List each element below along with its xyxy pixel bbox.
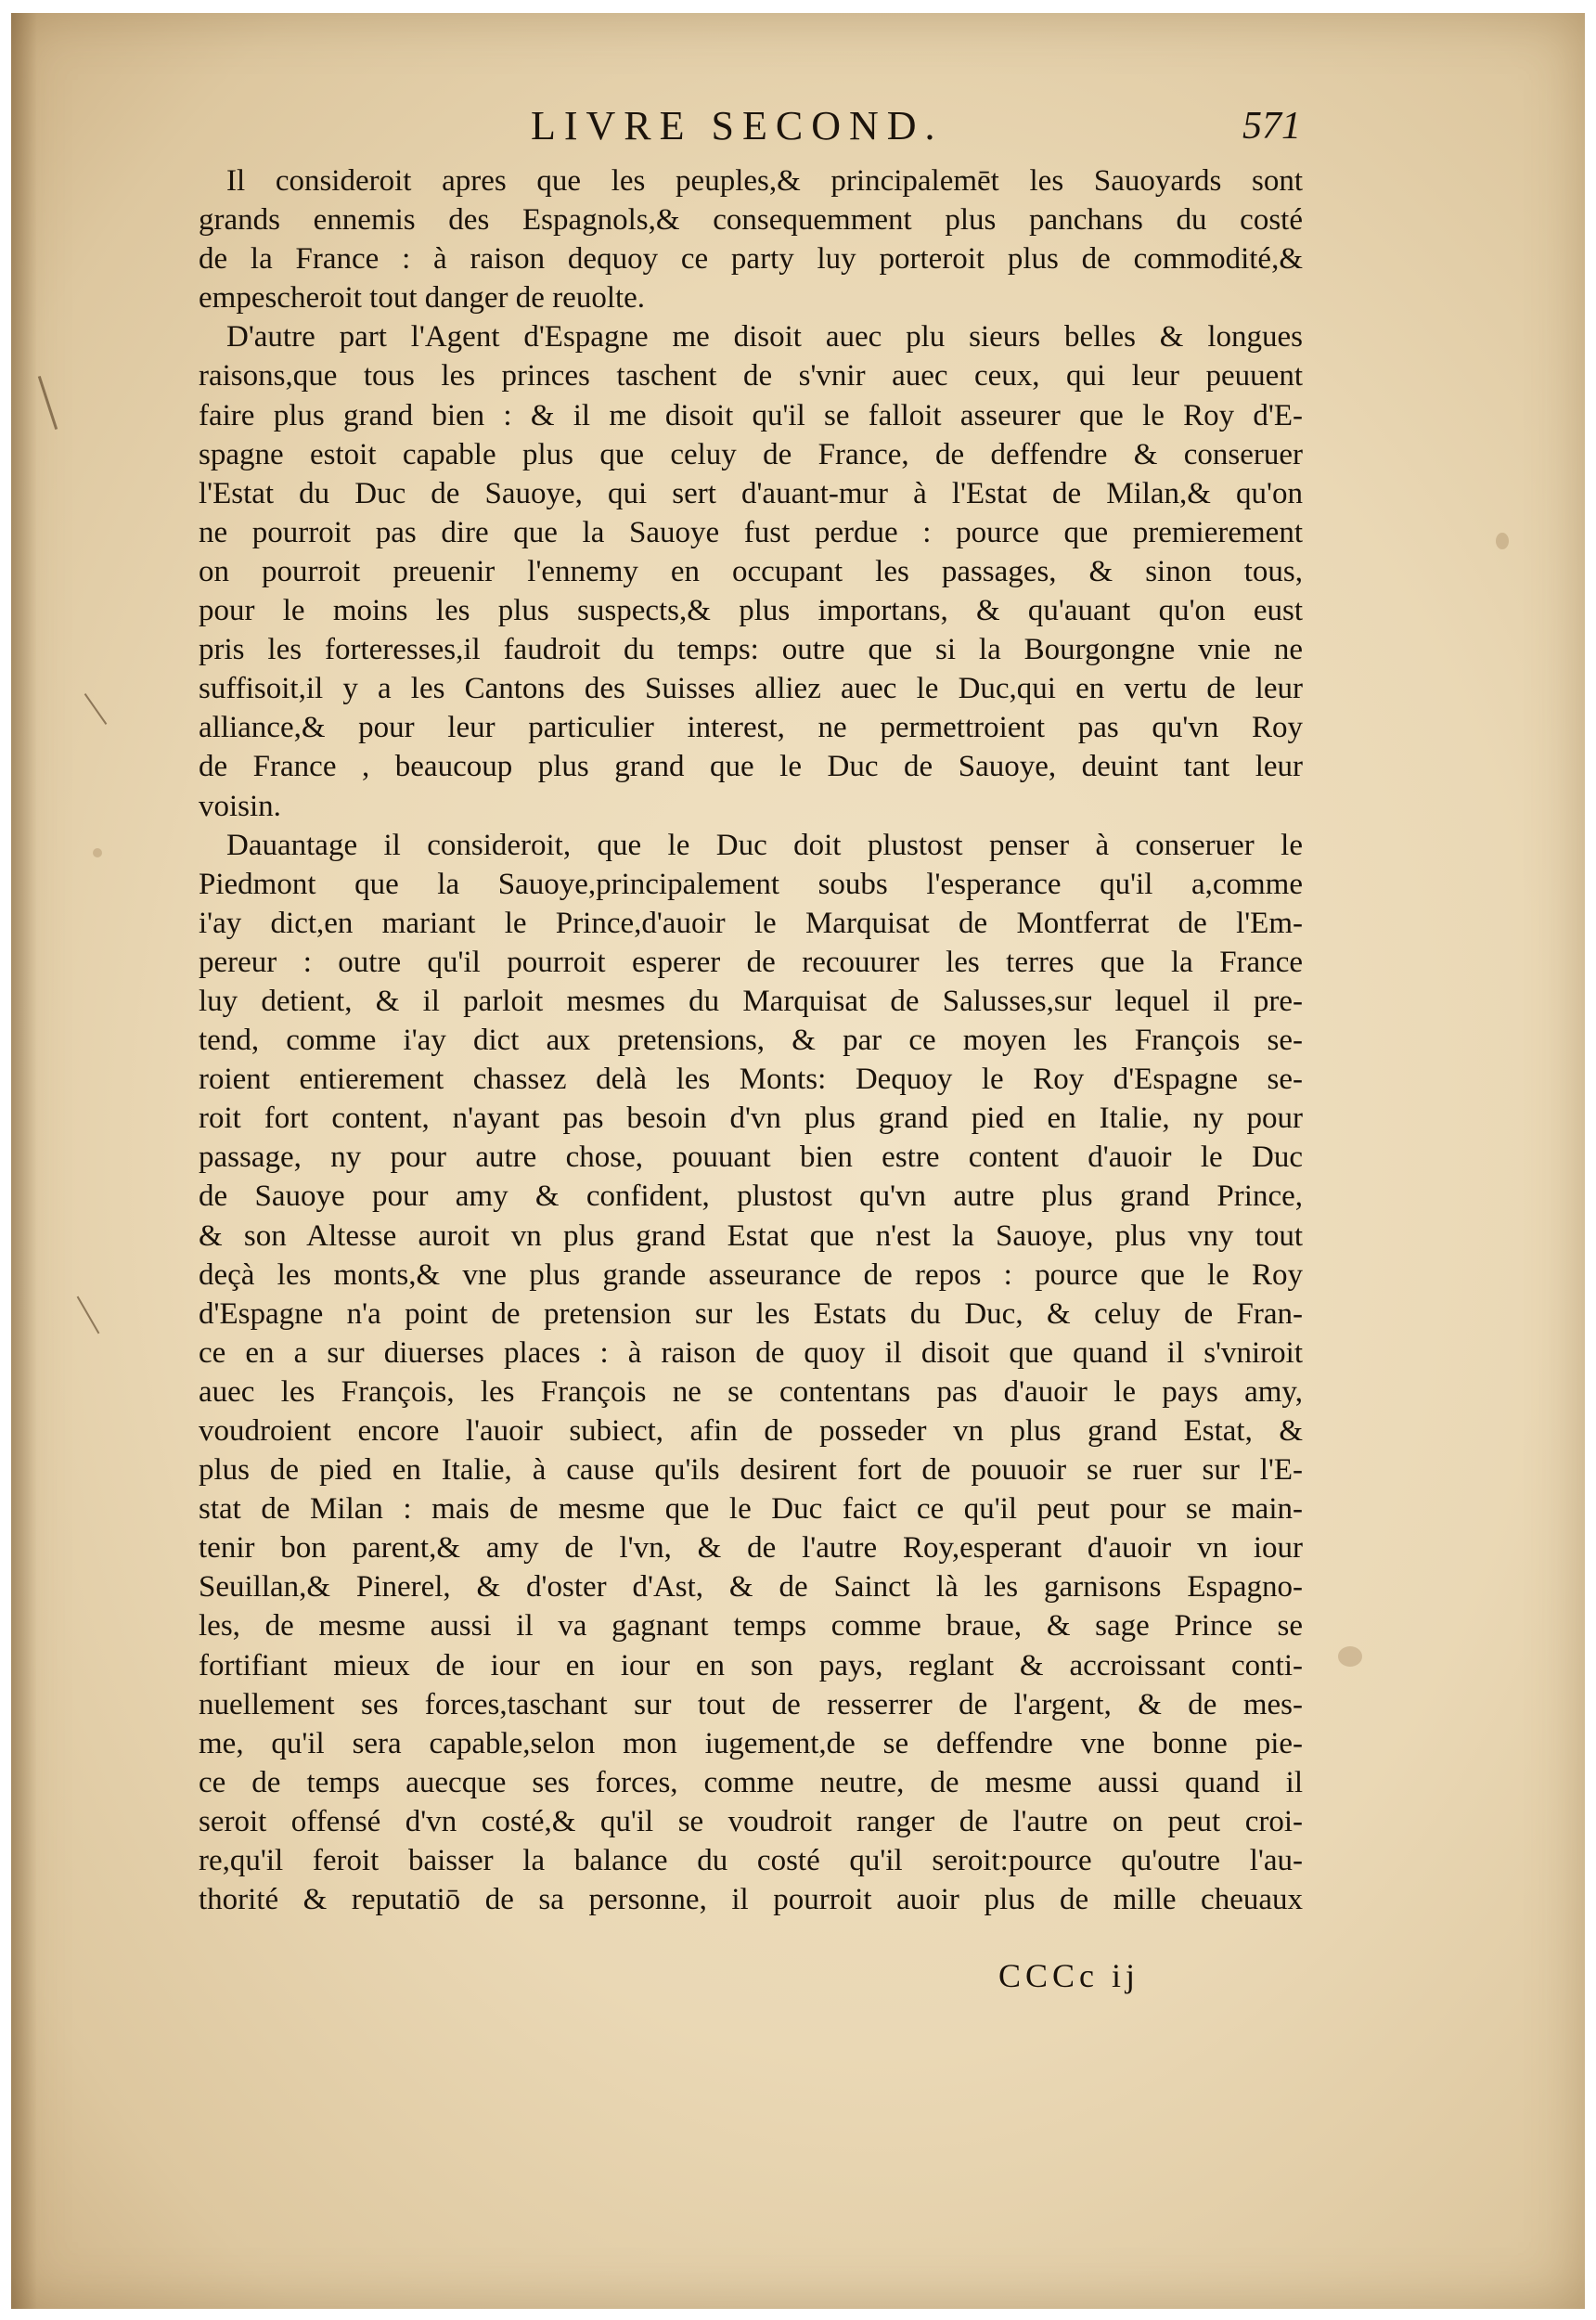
text-line: me, qu'il sera capable,selon mon iugement,de se deffendre vne bonne pie-	[199, 1726, 1303, 1760]
running-title: LIVRE SECOND.	[531, 103, 944, 148]
text-line: roit fort content, n'ayant pas besoin d'vn plus grand pied en Italie, ny pour	[199, 1102, 1303, 1136]
text-line: faire plus grand bien : & il me disoit qu'il se falloit asseurer que le Roy d'E-	[199, 398, 1303, 432]
text-line: auec les François, les François ne se contentans pas d'auoir le pays amy,	[199, 1374, 1303, 1409]
text-line: thorité & reputatiō de sa personne, il pourroit auoir plus de mille cheuaux	[199, 1883, 1303, 1917]
text-line: plus de pied en Italie, à cause qu'ils desirent fort de pouuoir se ruer sur l'E-	[199, 1453, 1303, 1488]
text-line: de la France : à raison dequoy ce party luy porteroit plus de commodité,&	[199, 242, 1303, 277]
text-line: i'ay dict,en mariant le Prince,d'auoir le Marquisat de Montferrat de l'Em-	[199, 906, 1303, 940]
book-page	[11, 13, 1585, 2309]
text-line: pereur : outre qu'il pourroit esperer de recouurer les terres que la France	[199, 945, 1303, 979]
text-line: stat de Milan : mais de mesme que le Duc faict ce qu'il peut pour se main-	[199, 1492, 1303, 1527]
text-line: & son Altesse auroit vn plus grand Estat que n'est la Sauoye, plus vny tout	[199, 1218, 1303, 1253]
text-line: raisons,que tous les princes taschent de s'vnir auec ceux, qui leur peuuent	[199, 359, 1303, 393]
text-line: deçà les monts,& vne plus grande asseurance de repos : pource que le Roy	[199, 1257, 1303, 1292]
text-line: pour le moins les plus suspects,& plus importans, & qu'auant qu'on eust	[199, 594, 1303, 628]
page-number: 571	[1242, 105, 1301, 148]
text-line: Piedmont que la Sauoye,principalement soubs l'esperance qu'il a,comme	[199, 867, 1303, 901]
text-line: les, de mesme aussi il va gagnant temps comme braue, & sage Prince se	[199, 1609, 1303, 1643]
margin-pen-mark	[38, 376, 58, 430]
text-line: ce en a sur diuerses places : à raison de quoy il disoit que quand il s'vniroit	[199, 1335, 1303, 1370]
text-line: Seuillan,& Pinerel, & d'oster d'Ast, & de Sainct là les garnisons Espagno-	[199, 1570, 1303, 1605]
text-line: alliance,& pour leur particulier interest, ne permettroient pas qu'vn Roy	[199, 711, 1303, 745]
text-line: tenir bon parent,& amy de l'vn, & de l'autre Roy,esperant d'auoir vn iour	[199, 1531, 1303, 1566]
text-line: luy detient, & il parloit mesmes du Marquisat de Salusses,sur lequel il pre-	[199, 984, 1303, 1018]
text-line: suffisoit,il y a les Cantons des Suisses alliez auec le Duc,qui en vertu de leur	[199, 672, 1303, 706]
text-line: voudroient encore l'auoir subiect, afin de posseder vn plus grand Estat, &	[199, 1414, 1303, 1448]
paper-stain	[93, 848, 102, 857]
body-text	[199, 161, 1303, 1919]
text-line: D'autre part l'Agent d'Espagne me disoit auec plu sieurs belles & longues	[226, 320, 1303, 354]
text-line: Dauantage il consideroit, que le Duc doit plustost penser à conseruer le	[226, 828, 1303, 862]
text-line: seroit offensé d'vn costé,& qu'il se voudroit ranger de l'autre on peut croi-	[199, 1804, 1303, 1838]
text-line: re,qu'il feroit baisser la balance du costé qu'il seroit:pource qu'outre l'au-	[199, 1844, 1303, 1878]
paper-stain	[1496, 533, 1509, 549]
text-line: Il consideroit apres que les peuples,& principalemēt les Sauoyards sont	[226, 164, 1303, 198]
text-line: roient entierement chassez delà les Monts: Dequoy le Roy d'Espagne se-	[199, 1063, 1303, 1097]
text-line: ce de temps auecque ses forces, comme neutre, de mesme aussi quand il	[199, 1765, 1303, 1799]
text-line: de Sauoye pour amy & confident, plustost qu'vn autre plus grand Prince,	[199, 1179, 1303, 1214]
text-line: grands ennemis des Espagnols,& consequemment plus panchans du costé	[199, 203, 1303, 238]
text-line: spagne estoit capable plus que celuy de France, de deffendre & conseruer	[199, 437, 1303, 471]
text-line: nuellement ses forces,taschant sur tout de resserrer de l'argent, & de mes-	[199, 1687, 1303, 1721]
text-line: l'Estat du Duc de Sauoye, qui sert d'auant-mur à l'Estat de Milan,& qu'on	[199, 476, 1303, 510]
signature-mark: CCCc ij	[998, 1957, 1140, 1994]
text-line: de France , beaucoup plus grand que le Duc de Sauoye, deuint tant leur	[199, 750, 1303, 784]
text-line: fortifiant mieux de iour en iour en son pays, reglant & accroissant conti-	[199, 1648, 1303, 1682]
text-line: empescheroit tout danger de reuolte.	[199, 281, 646, 316]
text-line: on pourroit preuenir l'ennemy en occupant les passages, & sinon tous,	[199, 554, 1303, 588]
text-line: tend, comme i'ay dict aux pretensions, & par ce moyen les François se-	[199, 1024, 1303, 1058]
text-line: pris les forteresses,il faudroit du temps: outre que si la Bourgongne vnie ne	[199, 633, 1303, 667]
text-line: d'Espagne n'a point de pretension sur les Estats du Duc, & celuy de Fran-	[199, 1296, 1303, 1331]
paper-stain	[1338, 1646, 1362, 1667]
running-head	[11, 98, 1585, 154]
text-line: voisin.	[199, 789, 281, 823]
margin-pen-mark	[77, 1296, 100, 1334]
text-line: passage, ny pour autre chose, pouuant bien estre content d'auoir le Duc	[199, 1141, 1303, 1175]
text-line: ne pourroit pas dire que la Sauoye fust perdue : pource que premierement	[199, 515, 1303, 549]
margin-pen-mark	[84, 693, 108, 725]
